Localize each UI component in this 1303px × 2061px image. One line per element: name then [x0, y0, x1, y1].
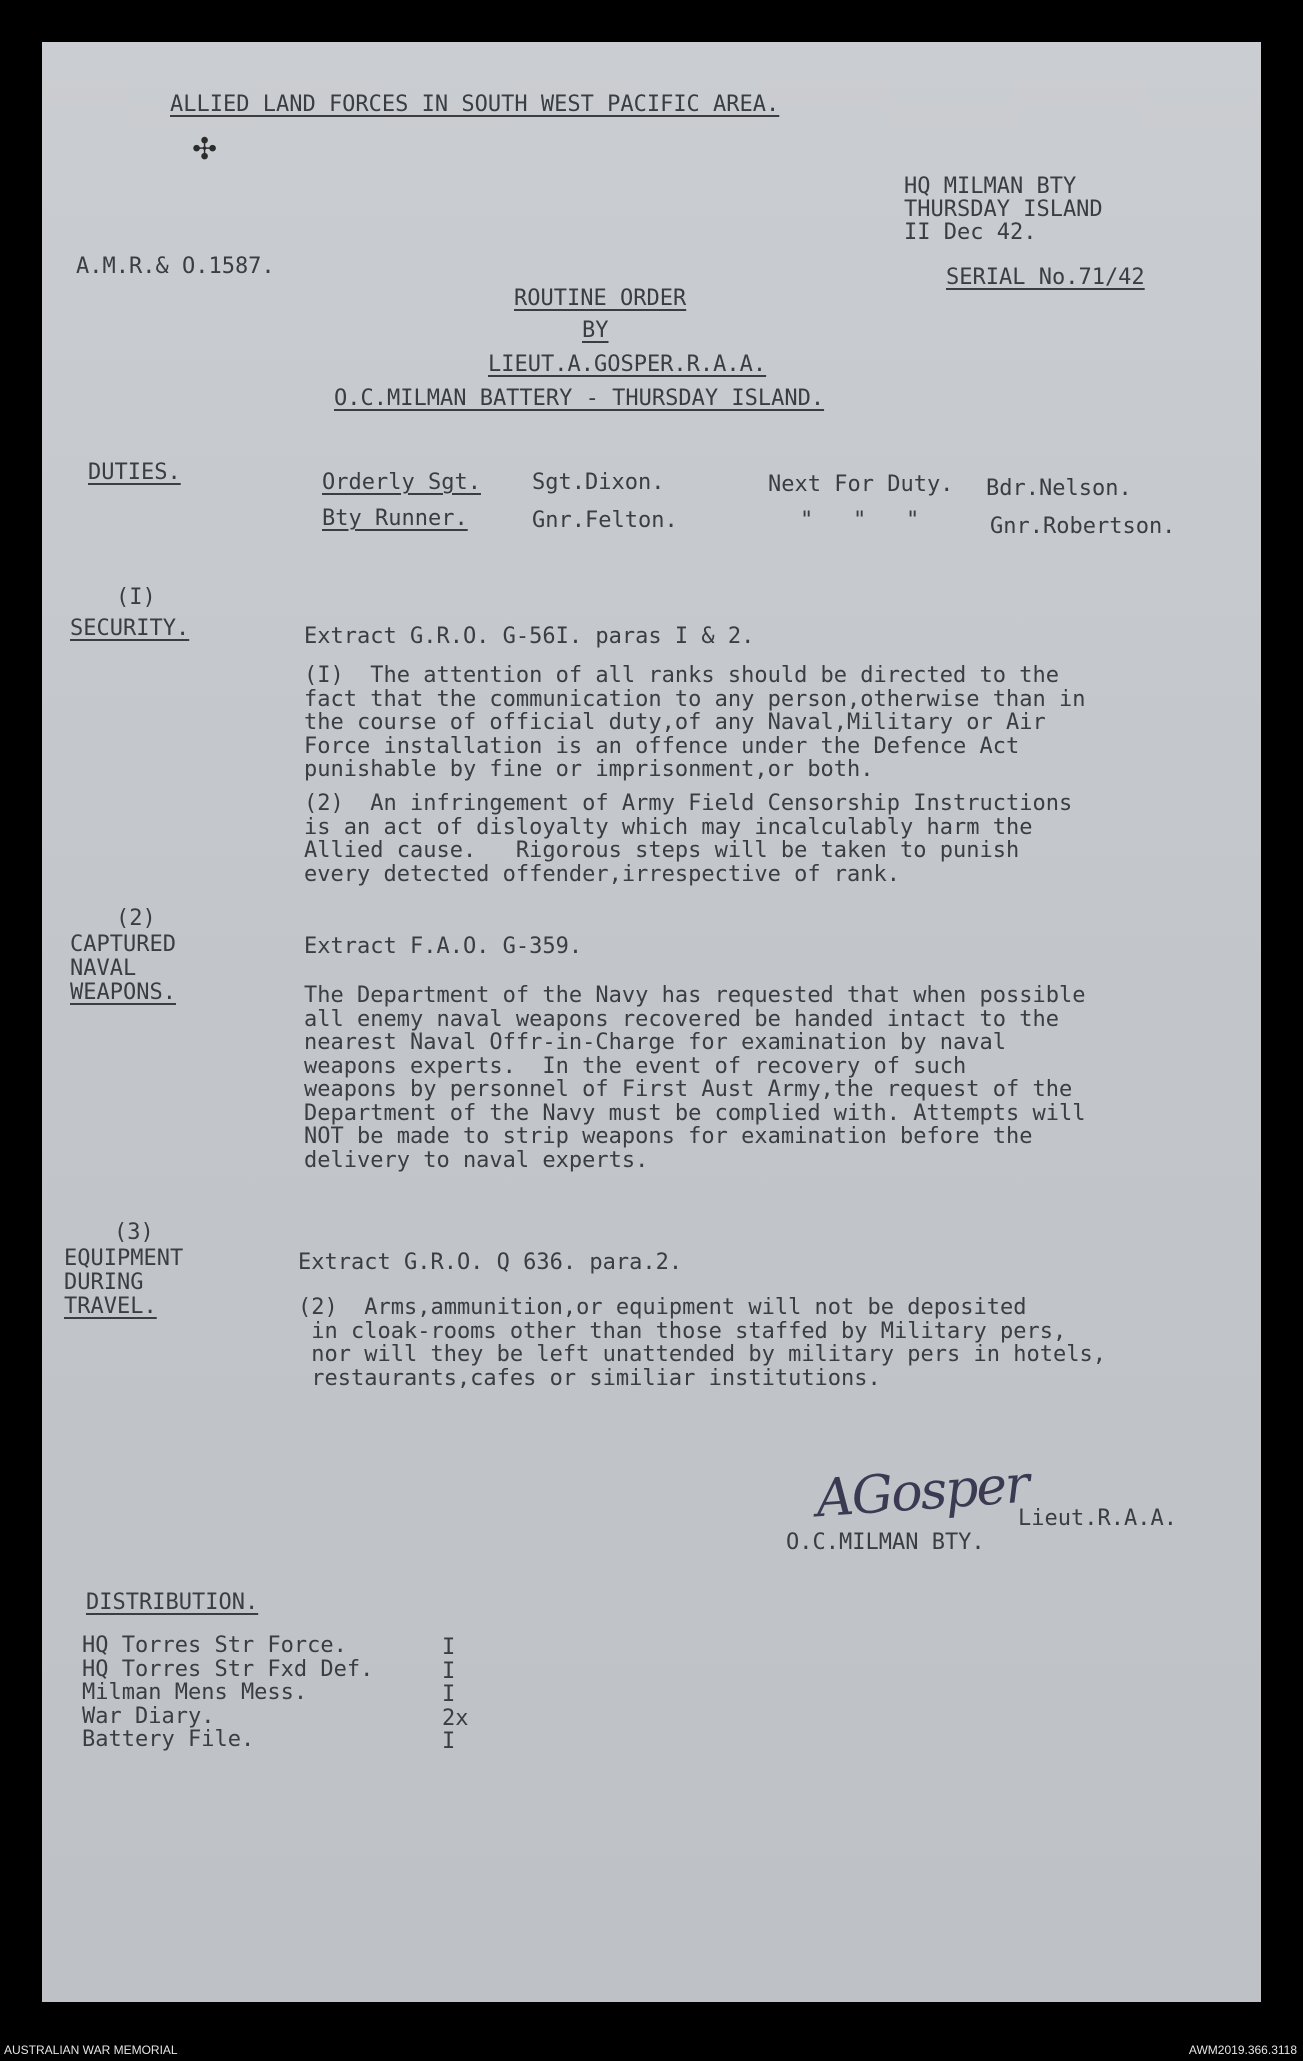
paragraph-line: nor will they be left unattended by military pers in hotels, [298, 1342, 1106, 1367]
section-1-paragraph-2 [304, 792, 1072, 886]
duty-role-2: Bty Runner. [322, 506, 468, 531]
paragraph-line: delivery to naval experts. [304, 1147, 649, 1173]
paragraph-line: Force installation is an offence under the Defence Act [304, 733, 1020, 759]
reference-number: A.M.R.& O.1587. [76, 254, 275, 279]
paragraph-line: every detected offender,irrespective of rank. [304, 861, 901, 887]
section-2-extract: Extract F.A.O. G-359. [304, 934, 583, 959]
section-1-extract: Extract G.R.O. G-56I. paras I & 2. [304, 624, 755, 649]
paragraph-line: nearest Naval Offr-in-Charge for examination by naval [304, 1030, 1006, 1055]
section-2-label-1: CAPTURED [70, 932, 176, 957]
hq-line-1: HQ MILMAN BTY [904, 174, 1077, 199]
signature-title: O.C.MILMAN BTY. [786, 1530, 985, 1555]
duty-next-label-1: Next For Duty. [768, 472, 954, 497]
archive-credit: AUSTRALIAN WAR MEMORIAL [4, 2043, 178, 2057]
paragraph-line: fact that the communication to any person,otherwise than in [304, 686, 1086, 712]
duty-next-name-2: Gnr.Robertson. [990, 514, 1176, 539]
section-3-label-2: DURING [64, 1270, 144, 1295]
paragraph-line: weapons experts. In the event of recovery of such [304, 1053, 967, 1079]
paragraph-line: (2) An infringement of Army Field Censorship Instructions [304, 791, 1073, 816]
paragraph-line: NOT be made to strip weapons for examination before the [304, 1124, 1033, 1149]
section-1-label: SECURITY. [70, 616, 190, 641]
section-2-label-2: NAVAL [70, 956, 137, 981]
handwritten-signature: AGosper [814, 1454, 1030, 1530]
section-3-extract: Extract G.R.O. Q 636. para.2. [298, 1250, 683, 1275]
distribution-qty: I [442, 1635, 456, 1660]
order-unit: O.C.MILMAN BATTERY - THURSDAY ISLAND. [334, 386, 825, 411]
duty-next-name-1: Bdr.Nelson. [986, 476, 1132, 501]
signature-rank: Lieut.R.A.A. [1018, 1506, 1177, 1531]
distribution-item: HQ Torres Str Fxd Def. [82, 1656, 374, 1682]
duty-role-1: Orderly Sgt. [322, 470, 481, 495]
order-title: ROUTINE ORDER [514, 286, 687, 311]
paragraph-line: Department of the Navy must be complied with. Attempts will [304, 1100, 1086, 1126]
paragraph-line: (I) The attention of all ranks should be directed to the [304, 663, 1059, 688]
distribution-item: HQ Torres Str Force. [82, 1633, 347, 1658]
section-1-paragraph-1 [304, 664, 1085, 782]
duty-name-2: Gnr.Felton. [532, 508, 678, 533]
paper-sheet [42, 42, 1261, 2002]
duty-name-1: Sgt.Dixon. [532, 470, 665, 495]
paragraph-line: the course of official duty,of any Naval,Military or Air [304, 710, 1046, 735]
section-1-number: (I) [116, 585, 156, 610]
paragraph-line: The Department of the Navy has requested that when possible [304, 983, 1086, 1008]
distribution-item: War Diary. [82, 1703, 215, 1729]
paragraph-line: all enemy naval weapons recovered be handed intact to the [304, 1006, 1059, 1032]
distribution-qty: I [442, 1729, 456, 1754]
section-3-paragraph-1 [298, 1296, 1106, 1390]
distribution-label: DISTRIBUTION. [86, 1590, 259, 1615]
distribution-item: Milman Mens Mess. [82, 1680, 308, 1705]
header-title: ALLIED LAND FORCES IN SOUTH WEST PACIFIC AREA. [170, 92, 780, 117]
distribution-quantities [442, 1636, 469, 1754]
duty-next-label-2: " " " [800, 508, 920, 533]
paragraph-line: punishable by fine or imprisonment,or both. [304, 757, 874, 782]
paragraph-line: in cloak-rooms other than those staffed by Military pers, [298, 1318, 1067, 1344]
archive-id: AWM2019.366.3118 [1188, 2043, 1297, 2057]
hq-line-3: II Dec 42. [904, 220, 1037, 245]
distribution-qty: I [442, 1658, 456, 1684]
paragraph-line: Allied cause. Rigorous steps will be taken to punish [304, 838, 1020, 863]
section-2-label-3: WEAPONS. [70, 980, 176, 1005]
distribution-qty: 2x [442, 1705, 469, 1731]
distribution-qty: I [442, 1682, 456, 1707]
section-2-number: (2) [116, 906, 156, 931]
distribution-item: Battery File. [82, 1727, 255, 1752]
paragraph-line: is an act of disloyalty which may incalculably harm the [304, 814, 1033, 840]
paragraph-line: (2) Arms,ammunition,or equipment will not be deposited [298, 1295, 1027, 1320]
duties-label: DUTIES. [88, 460, 181, 485]
paragraph-line: restaurants,cafes or similiar institutions. [298, 1365, 881, 1391]
section-3-label-3: TRAVEL. [64, 1294, 157, 1319]
paragraph-line: weapons by personnel of First Aust Army,the request of the [304, 1077, 1073, 1102]
hq-line-2: THURSDAY ISLAND [904, 197, 1103, 222]
serial-number: SERIAL No.71/42 [946, 265, 1145, 290]
section-3-label-1: EQUIPMENT [64, 1246, 184, 1271]
ink-mark: ✣ [192, 132, 218, 167]
order-officer: LIEUT.A.GOSPER.R.A.A. [488, 352, 767, 377]
distribution-list [82, 1634, 373, 1752]
section-3-number: (3) [114, 1220, 154, 1245]
section-2-paragraph-1 [304, 984, 1085, 1172]
order-by: BY [582, 318, 609, 343]
